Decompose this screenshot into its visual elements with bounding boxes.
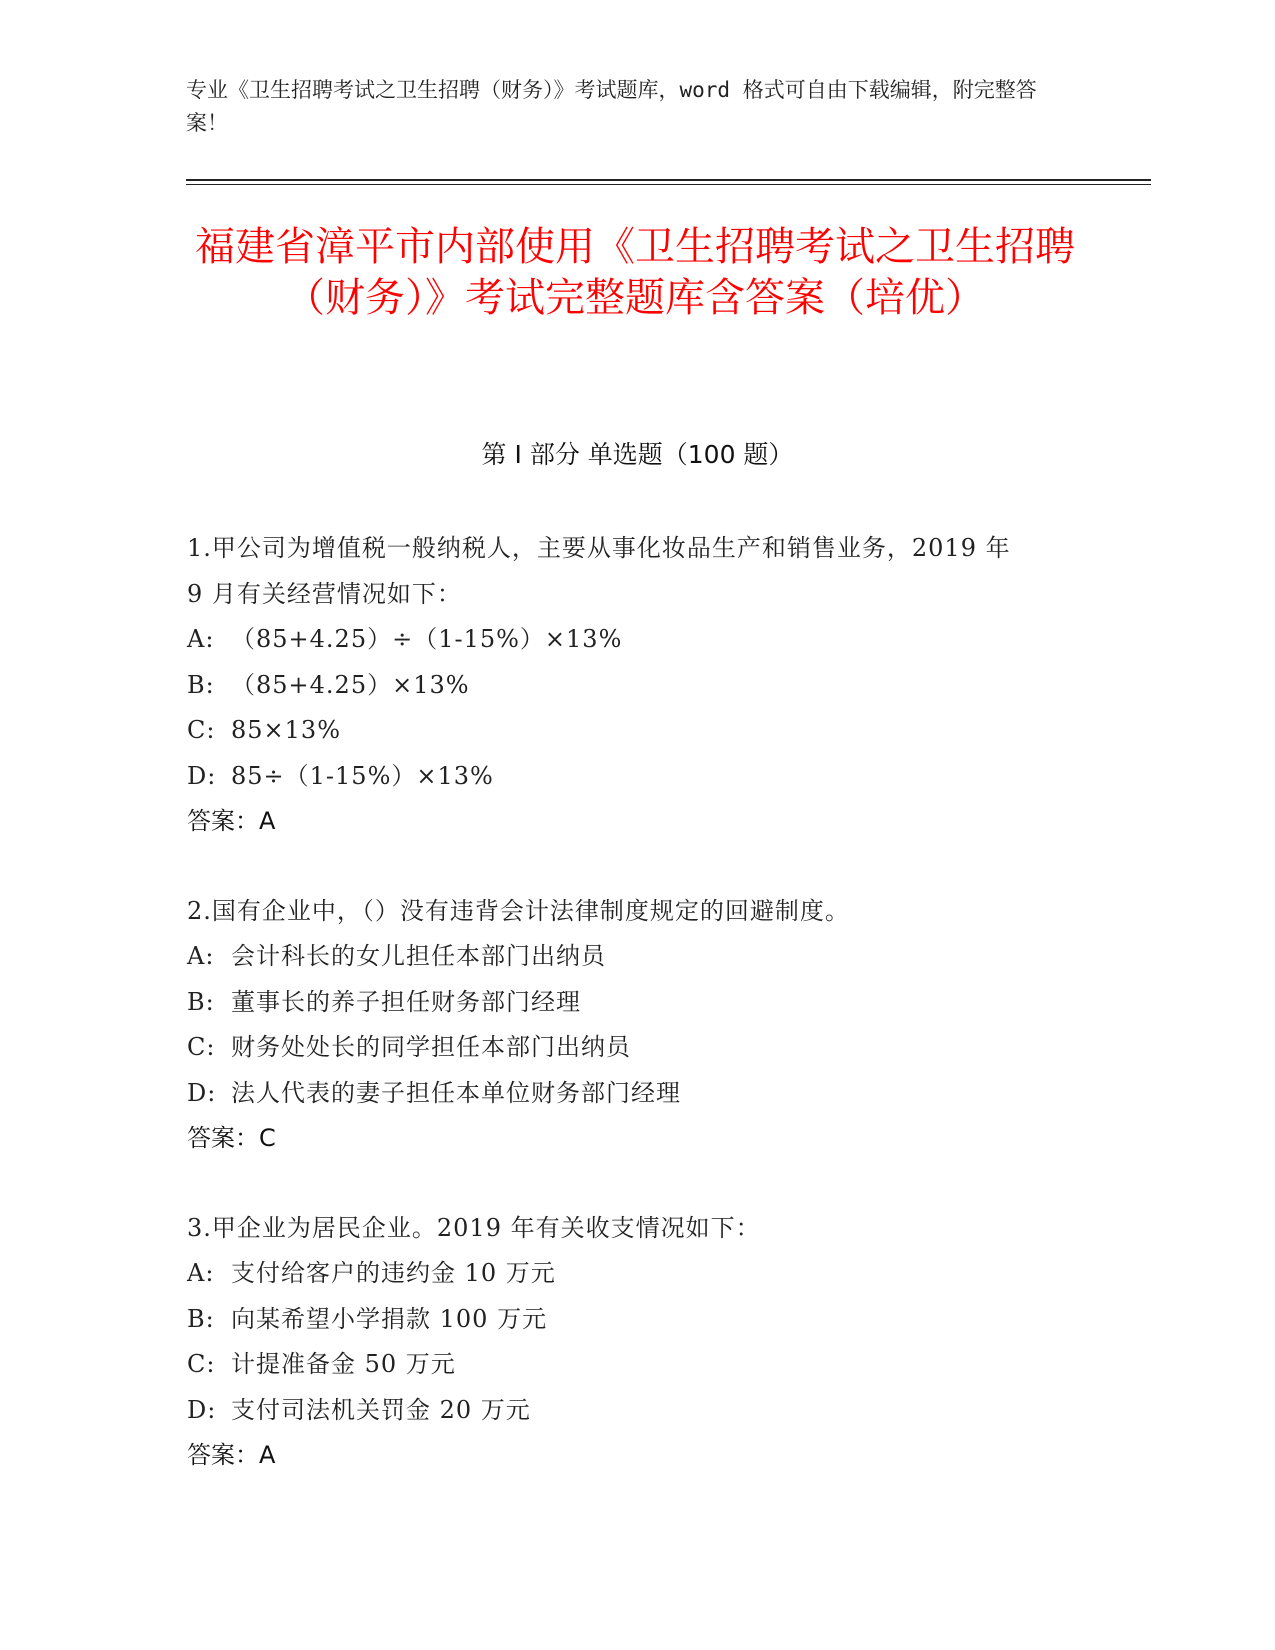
question-3: [187, 1206, 1087, 1479]
option-label: C:: [187, 1350, 216, 1378]
answer: 答案：C: [187, 1124, 276, 1152]
option-text: 财务处处长的同学担任本部门出纳员: [231, 1033, 631, 1061]
option-label: C:: [187, 1033, 216, 1061]
option-text: 支付司法机关罚金 20 万元: [231, 1395, 531, 1424]
document-title: 福建省漳平市内部使用《卫生招聘考试之卫生招聘（财务）》考试完整题库含答案（培优）: [195, 224, 1075, 321]
option-a: [187, 617, 1087, 663]
answer: 答案：A: [187, 1441, 276, 1469]
option-label: A:: [187, 625, 215, 653]
option-label: B:: [187, 670, 215, 699]
option-text: 法人代表的妻子担任本单位财务部门经理: [231, 1078, 681, 1107]
answer: 答案：A: [187, 807, 276, 835]
question-list: [187, 526, 1087, 1523]
header-note: 专业《卫生招聘考试之卫生招聘（财务）》考试题库，word 格式可自由下载编辑，附完整答案！: [186, 78, 1037, 135]
option-c: [187, 1025, 1087, 1071]
question-1: [187, 526, 1087, 845]
option-d: [187, 1388, 1087, 1434]
option-a: [187, 934, 1087, 980]
option-label: D:: [187, 761, 217, 790]
option-text: 85÷（1-15%）×13%: [231, 761, 494, 790]
option-label: D:: [187, 1078, 217, 1107]
option-d: [187, 754, 1087, 800]
option-label: A:: [187, 1259, 215, 1287]
option-d: [187, 1071, 1087, 1117]
option-label: B:: [187, 987, 215, 1016]
section-title: 第 I 部分 单选题（100 题）: [481, 440, 794, 469]
option-a: [187, 1251, 1087, 1297]
option-label: B:: [187, 1304, 215, 1333]
option-text: （85+4.25）×13%: [231, 670, 470, 699]
option-text: 支付给客户的违约金 10 万元: [231, 1259, 556, 1287]
question-stem: 3.甲企业为居民企业。2019 年有关收支情况如下：: [187, 1213, 761, 1242]
option-label: A:: [187, 942, 215, 970]
option-b: [187, 1297, 1087, 1343]
option-text: 向某希望小学捐款 100 万元: [231, 1304, 548, 1333]
option-text: 董事长的养子担任财务部门经理: [231, 987, 581, 1016]
option-text: 会计科长的女儿担任本部门出纳员: [231, 942, 606, 970]
option-text: （85+4.25）÷（1-15%）×13%: [231, 625, 623, 653]
option-text: 计提准备金 50 万元: [231, 1350, 456, 1378]
option-label: D:: [187, 1395, 217, 1424]
option-b: [187, 980, 1087, 1026]
header-divider-thick: [186, 179, 1151, 181]
question-2: [187, 889, 1087, 1162]
option-c: [187, 708, 1087, 754]
option-b: [187, 663, 1087, 709]
option-c: [187, 1342, 1087, 1388]
header-divider-thin: [186, 184, 1151, 185]
option-text: 85×13%: [231, 716, 341, 744]
option-label: C:: [187, 716, 216, 744]
question-stem: 1.甲公司为增值税一般纳税人，主要从事化妆品生产和销售业务，2019 年 9 月有关经营情况如下：: [187, 534, 1011, 608]
question-stem: 2.国有企业中，（）没有违背会计法律制度规定的回避制度。: [187, 896, 850, 925]
